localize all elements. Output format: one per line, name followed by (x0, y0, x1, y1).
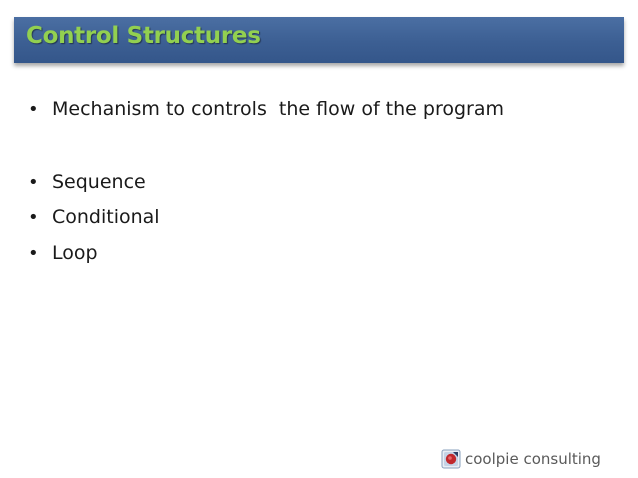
footer-logo (441, 447, 601, 471)
bullet-item (28, 236, 618, 272)
bullet-list (28, 92, 618, 271)
brand-name: coolpie consulting (465, 450, 601, 468)
bullet-dot: • (28, 207, 39, 228)
bullet-dot: • (28, 171, 39, 193)
bullet-item (28, 92, 618, 128)
bullet-dot: • (28, 99, 39, 120)
bullet-text: Loop (52, 241, 98, 264)
bullet-item (28, 165, 618, 201)
bullet-text: Conditional (52, 206, 160, 228)
coolpie-logo-icon (441, 449, 461, 469)
slide-title: Control Structures (26, 23, 261, 49)
bullet-dot: • (28, 242, 39, 264)
title-bar (14, 17, 624, 63)
bullet-text: Sequence (52, 170, 146, 193)
bullet-text: Mechanism to controls the flow of the program (52, 98, 505, 120)
bullet-item (28, 200, 618, 236)
